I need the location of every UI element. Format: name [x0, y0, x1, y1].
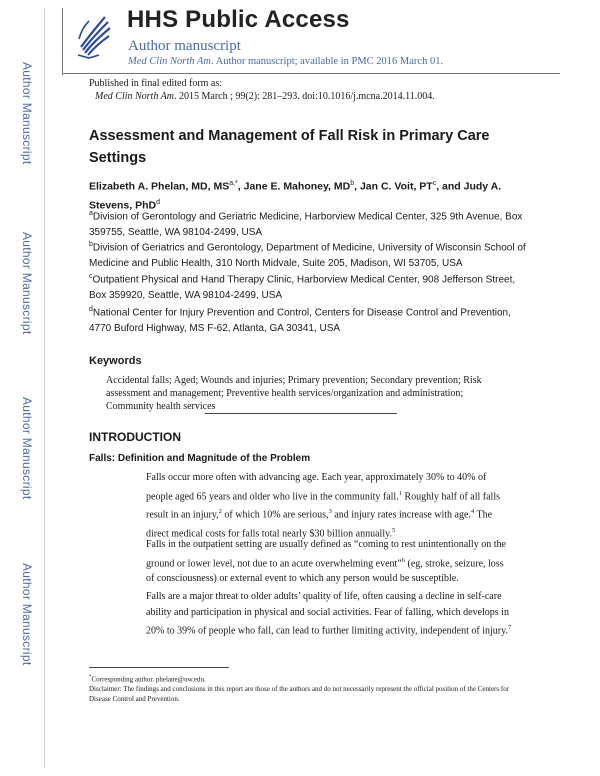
keywords-rule — [205, 413, 397, 414]
keywords-heading: Keywords — [89, 355, 142, 367]
reference-4[interactable]: 4 — [470, 508, 475, 516]
subsection-heading: Falls: Definition and Magnitude of the Problem — [89, 453, 311, 464]
author-name: Jan C. Voit, PT — [359, 180, 433, 193]
author-affil-mark: d — [156, 198, 161, 206]
header-rule — [62, 73, 560, 74]
affiliation-a: $^a$Division of Gerontology and Geriatric Medicine, Harborview Medical Center, 325 9th Avenue, Box 359755, Seattle, WA 98104-2499, USA — [89, 210, 523, 239]
keywords-text: Accidental falls; Aged; Wounds and injuries; Primary prevention; Secondary prevention; Risk assessment and management; Preventive health services/organization and administration; Community health services — [106, 375, 482, 412]
reference-5[interactable]: 5 — [391, 527, 396, 535]
paragraph-3: Falls are a major threat to older adults’ quality of life, often causing a decline in self-care ability and participation in physical and social activities. Fear of falling, which develops in 20% to 39% of people who fall, can lead to further limiting activity, independent of injury.$^7$ — [146, 591, 512, 637]
section-heading: INTRODUCTION — [89, 430, 181, 444]
side-watermark-1: Author Manuscript — [20, 62, 34, 165]
reference-3[interactable]: 3 — [328, 508, 332, 516]
paragraph-1: Falls occur more often with advancing age. Each year, approximately 30% to 40% of people aged 65 years and older who live in the community fall.$^1$ Roughly half of all falls result in an injury,$^2$ of which 10% are serious,$^3$ and injury rates increase with age.$^4$ The direct medical costs for falls total nearly $30 billion annually.$^5$ — [146, 472, 501, 540]
published-citation: Med Clin North Am. 2015 March ; 99(2): 281–293. doi:10.1016/j.mcna.2014.11.004. — [95, 91, 435, 102]
reference-6[interactable]: 6 — [401, 556, 405, 564]
footnote-rule — [89, 667, 229, 668]
article-title: Assessment and Management of Fall Risk in Primary Care Settings — [89, 128, 490, 166]
disclaimer-note: Disclaimer: The findings and conclusions in this report are those of the authors and do not necessarily represent the official position of the Centers for Disease Control and Prevention. — [89, 685, 510, 703]
margin-rule — [44, 8, 45, 768]
author-affil-mark: c — [432, 180, 437, 187]
author-affil-mark: b — [350, 180, 355, 187]
author-affil-mark: a,* — [229, 180, 238, 187]
header-divider — [62, 8, 63, 75]
reference-1[interactable]: 1 — [398, 489, 402, 497]
reference-7[interactable]: 7 — [507, 624, 512, 631]
author-list: Elizabeth A. Phelan, MD, $MS^{a,*}$, Jane E. Mahoney, $MD^b$, Jan C. Voit, $PT^c$, and Judy A. Stevens, PhD$^d$ — [89, 180, 502, 211]
hhs-title: HHS Public Access — [127, 6, 350, 33]
hhs-eagle-logo-icon — [75, 9, 113, 61]
manuscript-type: Author manuscript — [128, 38, 241, 54]
paragraph-2: Falls in the outpatient setting are usually defined as “coming to rest unintentionally on the ground or lower level, not due to an acute overwhelming event”$^6$ (eg, stroke, seizure, loss of consciousness) or external event to which any person would be susceptible. — [146, 539, 506, 585]
affiliation-d: $^d$National Center for Injury Prevention and Control, Centers for Disease Control and Prevention, 4770 Buford Highway, MS F-62, Atlanta, GA 30341, USA — [89, 306, 511, 335]
side-watermark-3: Author Manuscript — [20, 397, 34, 500]
author-name: Judy A. Stevens, PhD — [89, 180, 502, 211]
published-label: Published in final edited form as: — [89, 78, 223, 89]
side-watermark-2: Author Manuscript — [20, 232, 34, 335]
reference-2[interactable]: 2 — [218, 508, 222, 516]
corresponding-author-note: *Corresponding author. phelane@uw.edu. — [89, 675, 206, 684]
affiliation-c: $^c$Outpatient Physical and Hand Therapy Clinic, Harborview Medical Center, 908 Jefferson Street, Box 359920, Seattle, WA 98104-2499, USA — [89, 273, 516, 302]
author-name: Elizabeth A. Phelan, MD, MS — [89, 180, 230, 193]
affiliation-b: $^b$Division of Geriatrics and Gerontology, Department of Medicine, University of Wisconsin School of Medicine and Public Health, 310 North Midvale, Suite 205, Madison, WI 53705, USA — [89, 241, 526, 270]
author-name: Jane E. Mahoney, MD — [243, 180, 351, 193]
side-watermark-4: Author Manuscript — [20, 563, 34, 666]
header-citation: Med Clin North Am. Author manuscript; available in PMC 2016 March 01. — [128, 56, 444, 67]
